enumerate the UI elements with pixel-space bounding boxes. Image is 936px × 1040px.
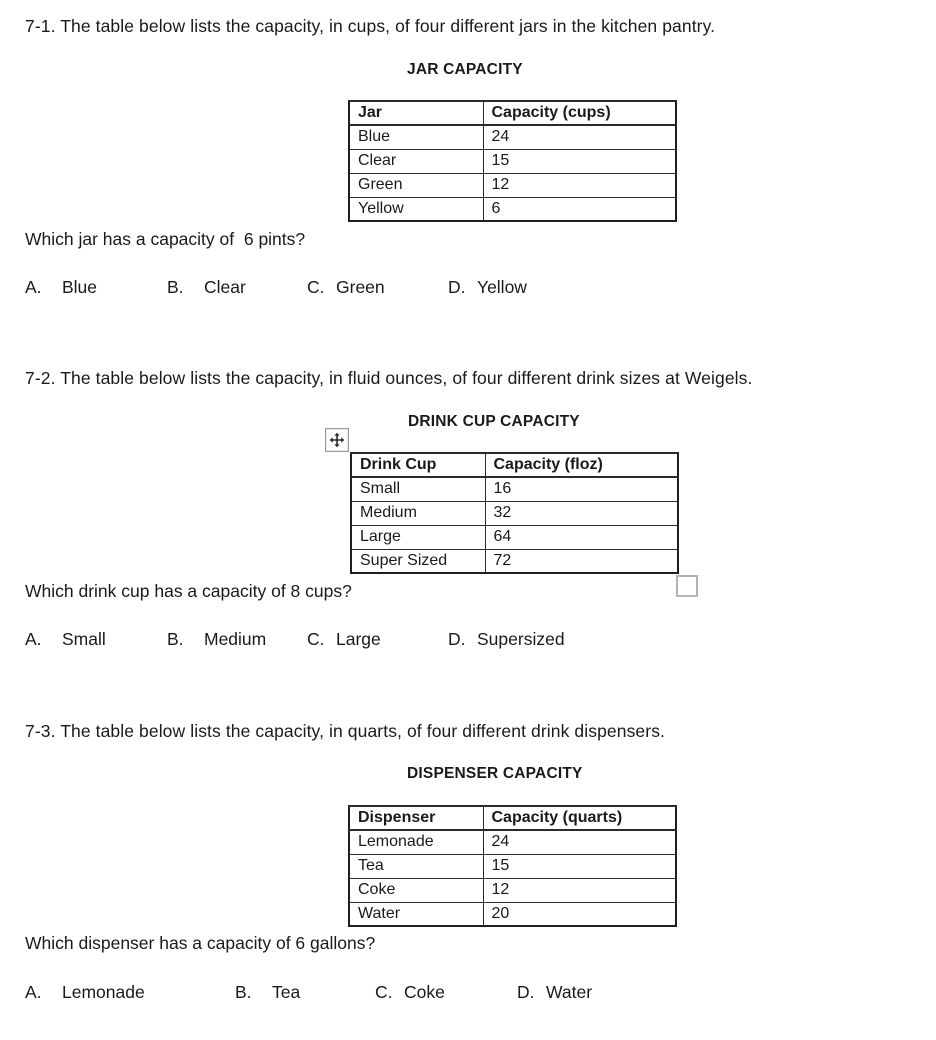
table-row bbox=[351, 549, 678, 573]
table-title-drink-cup-capacity: DRINK CUP CAPACITY bbox=[408, 413, 580, 430]
capacity-value-cell: 20 bbox=[483, 902, 676, 926]
table-title-dispenser-capacity: DISPENSER CAPACITY bbox=[407, 765, 583, 782]
capacity-value-cell: 12 bbox=[483, 878, 676, 902]
choice-d bbox=[448, 277, 527, 298]
choice-b bbox=[235, 982, 300, 1003]
choice-letter: A. bbox=[25, 629, 42, 649]
table-resize-handle[interactable] bbox=[676, 575, 698, 597]
column-header-dispenser: Dispenser bbox=[349, 806, 483, 830]
question-7-3-prompt: 7-3. The table below lists the capacity, in quarts, of four different drink dispensers. bbox=[25, 721, 666, 741]
choice-letter: D. bbox=[448, 629, 466, 649]
capacity-value-cell: 24 bbox=[483, 830, 676, 854]
jar-name-cell: Clear bbox=[349, 149, 483, 173]
drink-cup-cell: Super Sized bbox=[351, 549, 485, 573]
choice-text: Lemonade bbox=[62, 982, 145, 1002]
table-header-row bbox=[349, 806, 676, 830]
choice-letter: C. bbox=[375, 982, 393, 1002]
question-7-1-prompt: 7-1. The table below lists the capacity, in cups, of four different jars in the kitchen pantry. bbox=[25, 16, 716, 36]
capacity-value-cell: 15 bbox=[483, 854, 676, 878]
choice-text: Water bbox=[546, 982, 593, 1002]
drink-cup-cell: Medium bbox=[351, 501, 485, 525]
capacity-value-cell: 6 bbox=[483, 197, 676, 221]
choice-letter: D. bbox=[517, 982, 535, 1002]
choice-text: Tea bbox=[272, 982, 301, 1002]
column-header-jar: Jar bbox=[349, 101, 483, 125]
table-row bbox=[349, 854, 676, 878]
table-move-handle-icon[interactable] bbox=[325, 428, 349, 452]
table-header-row bbox=[349, 101, 676, 125]
table-row bbox=[349, 902, 676, 926]
drink-cup-cell: Large bbox=[351, 525, 485, 549]
choice-text: Medium bbox=[204, 629, 267, 649]
choice-text: Large bbox=[336, 629, 381, 649]
choice-letter: B. bbox=[167, 277, 184, 297]
choice-d bbox=[517, 982, 592, 1003]
table-row bbox=[349, 125, 676, 149]
dispenser-cell: Water bbox=[349, 902, 483, 926]
jar-capacity-table bbox=[348, 100, 677, 222]
table-title-jar-capacity: JAR CAPACITY bbox=[407, 61, 523, 78]
choice-text: Blue bbox=[62, 277, 98, 297]
choice-d bbox=[448, 629, 565, 650]
table-row bbox=[349, 197, 676, 221]
choice-a bbox=[25, 982, 145, 1003]
jar-name-cell: Green bbox=[349, 173, 483, 197]
table-row bbox=[349, 149, 676, 173]
choice-text: Yellow bbox=[477, 277, 527, 297]
choice-letter: C. bbox=[307, 277, 325, 297]
choice-c bbox=[307, 629, 381, 650]
drink-cup-cell: Small bbox=[351, 477, 485, 501]
choice-letter: A. bbox=[25, 982, 42, 1002]
four-way-arrow-icon bbox=[329, 432, 345, 448]
column-header-capacity-quarts: Capacity (quarts) bbox=[483, 806, 676, 830]
question-7-2-prompt: 7-2. The table below lists the capacity, in fluid ounces, of four different drink sizes at Weigels. bbox=[25, 368, 753, 388]
column-header-drink-cup: Drink Cup bbox=[351, 453, 485, 477]
choice-letter: C. bbox=[307, 629, 325, 649]
dispenser-cell: Coke bbox=[349, 878, 483, 902]
choice-c bbox=[375, 982, 445, 1003]
choice-text: Green bbox=[336, 277, 385, 297]
question-7-1-text: Which jar has a capacity of 6 pints? bbox=[25, 229, 306, 249]
choice-letter: B. bbox=[167, 629, 184, 649]
capacity-value-cell: 12 bbox=[483, 173, 676, 197]
table-row bbox=[351, 525, 678, 549]
question-7-1-choices bbox=[0, 277, 936, 301]
table-row bbox=[349, 830, 676, 854]
choice-text: Supersized bbox=[477, 629, 565, 649]
table-row bbox=[349, 173, 676, 197]
capacity-value-cell: 32 bbox=[485, 501, 678, 525]
capacity-value-cell: 72 bbox=[485, 549, 678, 573]
jar-name-cell: Yellow bbox=[349, 197, 483, 221]
choice-letter: A. bbox=[25, 277, 42, 297]
question-7-2-text: Which drink cup has a capacity of 8 cups? bbox=[25, 581, 352, 601]
choice-c bbox=[307, 277, 385, 298]
table-row bbox=[351, 477, 678, 501]
question-7-2-choices bbox=[0, 629, 936, 653]
table-header-row bbox=[351, 453, 678, 477]
choice-a bbox=[25, 629, 106, 650]
capacity-value-cell: 24 bbox=[483, 125, 676, 149]
choice-text: Small bbox=[62, 629, 106, 649]
jar-name-cell: Blue bbox=[349, 125, 483, 149]
column-header-capacity-cups: Capacity (cups) bbox=[483, 101, 676, 125]
capacity-value-cell: 16 bbox=[485, 477, 678, 501]
dispenser-cell: Tea bbox=[349, 854, 483, 878]
question-7-3-text: Which dispenser has a capacity of 6 gallons? bbox=[25, 933, 376, 953]
table-row bbox=[351, 501, 678, 525]
choice-b bbox=[167, 277, 246, 298]
capacity-value-cell: 64 bbox=[485, 525, 678, 549]
choice-a bbox=[25, 277, 97, 298]
question-7-3-choices bbox=[0, 982, 936, 1006]
choice-letter: B. bbox=[235, 982, 252, 1002]
choice-b bbox=[167, 629, 266, 650]
dispenser-cell: Lemonade bbox=[349, 830, 483, 854]
choice-letter: D. bbox=[448, 277, 466, 297]
drink-cup-capacity-table bbox=[350, 452, 679, 574]
table-row bbox=[349, 878, 676, 902]
capacity-value-cell: 15 bbox=[483, 149, 676, 173]
dispenser-capacity-table bbox=[348, 805, 677, 927]
choice-text: Coke bbox=[404, 982, 445, 1002]
column-header-capacity-floz: Capacity (floz) bbox=[485, 453, 678, 477]
choice-text: Clear bbox=[204, 277, 246, 297]
